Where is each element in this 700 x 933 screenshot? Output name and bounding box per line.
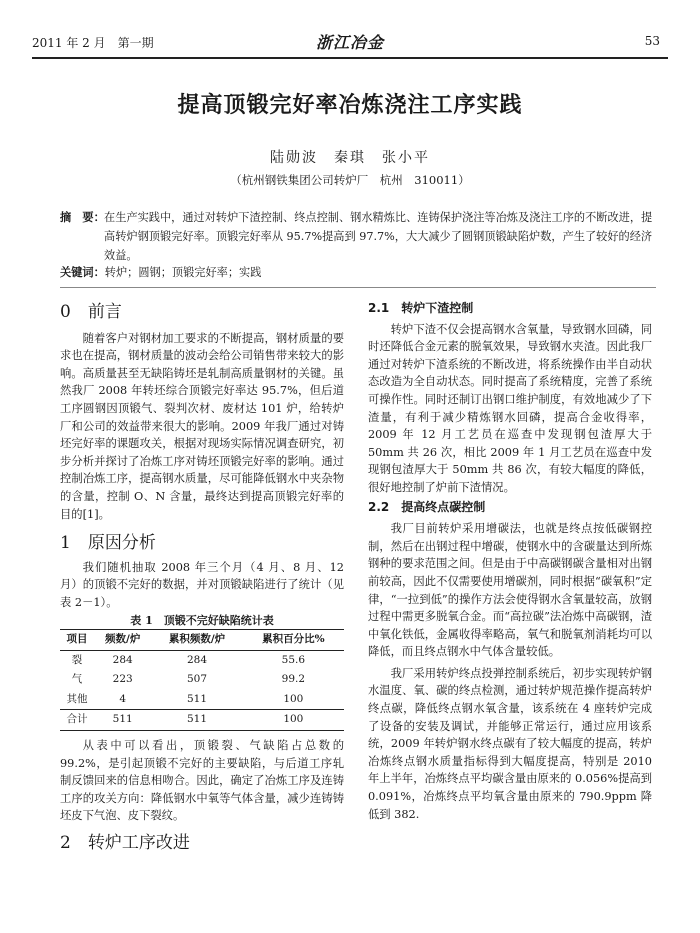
table-cell: 气 <box>71 673 83 686</box>
table-total-row <box>60 710 344 731</box>
table-cell: 507 <box>186 673 208 686</box>
section-2-2-title: 2.2 提高终点碳控制 <box>368 499 486 514</box>
authors: 陆勋波 秦琪 张小平 <box>270 150 430 166</box>
section-0-title: 0 前言 <box>60 302 122 322</box>
table-cell: 合计 <box>66 713 88 726</box>
table-cell: 裂 <box>71 653 83 666</box>
abstract-text: 在生产实践中，通过对转炉下渣控制、终点控制、钢水精炼比、连铸保护浇注等冶炼及浇注工序的不断改进，提高转炉钢顶锻完好率。顶锻完好率从 95.7%提高到 97.7%，大大减少了圆钢顶锻缺陷炉数，产生了较好的经济效益。 <box>104 211 653 262</box>
section-2-1-title: 2.1 转炉下渣控制 <box>368 301 474 315</box>
section-2-title: 2 转炉工序改进 <box>60 833 190 854</box>
table-header-row <box>60 630 344 651</box>
table-cell: 511 <box>112 713 133 726</box>
running-header <box>32 34 668 56</box>
table-cell: 284 <box>112 653 133 666</box>
table-cell: 99.2 <box>281 673 306 686</box>
affiliation: （杭州钢铁集团公司转炉厂 杭州 310011） <box>230 173 470 187</box>
section-0-paragraph: 随着客户对钢材加工要求的不断提高，钢材质量的要求也在提高，钢材质量的波动会给公司销售带来较大的影响。高质量甚至无缺陷铸坯是轧制高质量钢材的关键。虽然我厂 2008 年转坯综合顶锻完好率达 95.7%，但后道工序圆钢因顶锻气、裂判次材、废材达 101 炉，给转炉厂和公司的效益带来很大的影响。2009 年我厂通过对铸坯完好率的课题攻关，根据对现场实际情况调查研究，初步分析并探讨了冶炼工序对铸坯顶锻完好率的影响。通过控制冶炼工序，提高钢水质量，尽可能降低钢水中夹杂物的含量，控制 O、N 含量，最终达到提高顶锻完好率的目的[1]。 <box>60 331 344 521</box>
abstract <box>60 208 656 265</box>
table-header-cell: 累积频数/炉 <box>168 633 226 646</box>
table-row <box>60 650 344 670</box>
table-cell: 284 <box>186 653 208 666</box>
keywords-rule <box>60 287 656 288</box>
table-cell: 511 <box>186 713 208 726</box>
keywords-label: 关键词： <box>60 266 105 279</box>
page-number: 53 <box>644 34 660 48</box>
defect-table <box>60 629 344 731</box>
paper-title: 提高顶锻完好率冶炼浇注工序实践 <box>177 93 523 118</box>
table-row <box>60 670 344 690</box>
table-caption: 表 1 顶锻不完好缺陷统计表 <box>130 613 274 627</box>
table-header-cell: 项目 <box>66 633 88 646</box>
table-cell: 4 <box>119 692 127 705</box>
section-2-2-paragraph-2: 我厂采用转炉终点投弹控制系统后，初步实现转炉钢水温度、氧、碳的终点检测，通过转炉规范操作提高转炉终点碳，降低终点钢水氧含量，该系统在 4 座转炉完成了设备的安装及调试，并能够正常运行，通过应用该系统，2009 年转炉钢水终点碳有了较大幅度的提高，转炉冶炼终点钢水质量指标得到大幅度提高，特别是 2010 年上半年，冶炼终点平均碳含量由原来的 0.056%提高到 0.091%，冶炼终点平均氧含量由原来的 790.9ppm 降低到 382. <box>368 666 652 821</box>
section-2-2-paragraph-1: 我厂目前转炉采用增碳法，也就是终点按低碳钢控制，然后在出钢过程中增碳，使钢水中的含碳量达到所炼钢种的要求范围之间。但是由于中高碳钢碳含量相对出钢前较高，因此不仅需要使用增碳剂，同时根据“碳氧积”定律，“一拉到低”的操作方法会使得钢水含氧量较高，放钢过程中需更多脱氧合金。而“高拉碳”法冶炼中高碳钢，渣中氧化铁低，金属收得率略高，氧气和脱氧剂消耗均可以降低，而且终点钢水中气体含量较低。 <box>368 522 652 659</box>
issue-info: 2011 年 2 月 第一期 <box>32 36 154 50</box>
section-1-paragraph: 我们随机抽取 2008 年三个月（4 月、8 月、12 月）的顶锻不完好的数据，并对顶锻缺陷进行了统计（见表 2－1）。 <box>60 560 344 609</box>
table-cell: 100 <box>283 692 304 705</box>
left-column <box>60 304 344 853</box>
abstract-label: 摘 要： <box>60 211 105 224</box>
table-cell: 100 <box>283 713 304 726</box>
section-1-paragraph-2: 从表中可以看出，顶锻裂、气缺陷占总数的 99.2%，是引起顶锻不完好的主要缺陷，与后道工序轧制反馈回来的信息相吻合。因此，确定了冶炼工序及连铸工序的攻关方向：降低钢水中氧等气体含量，减少连铸铸坯皮下气泡、皮下裂纹。 <box>60 739 344 823</box>
table-cell: 511 <box>186 692 208 705</box>
section-2-1-paragraph: 转炉下渣不仅会提高钢水含氧量，导致钢水回磷，同时还降低合金元素的脱氧效果，导致钢水夹渣。因此我厂通过对转炉下渣系统的不断改进，将系统操作由半自动状态改造为全自动状态。同时提高了系统精度，完善了系统可操作性。同时还制订出钢口维护制度，有效地减少了下渣量，有利于减少精炼钢水回磷，提高合金收得率，2009 年 12 月工艺员在巡查中发现钢包渣厚大于 50mm 共 26 次，相比 2009 年 1 月工艺员在巡查中发现钢包渣厚大于 50mm 共 86 次，有较大幅度的降低，很好地控制了炉前下渣情况。 <box>368 322 652 494</box>
journal-name: 浙江冶金 <box>315 33 384 52</box>
table-cell: 223 <box>112 673 133 686</box>
keywords <box>60 264 656 280</box>
table-header-cell: 累积百分比% <box>262 633 325 646</box>
table-cell: 其他 <box>66 692 88 705</box>
table-row <box>60 690 344 710</box>
table-header-cell: 频数/炉 <box>105 633 141 646</box>
section-1-title: 1 原因分析 <box>60 533 156 554</box>
keywords-text: 转炉；圆钢；顶锻完好率；实践 <box>104 266 262 279</box>
right-column <box>368 300 652 823</box>
table-cell: 55.6 <box>281 653 306 666</box>
header-rule <box>32 57 668 59</box>
